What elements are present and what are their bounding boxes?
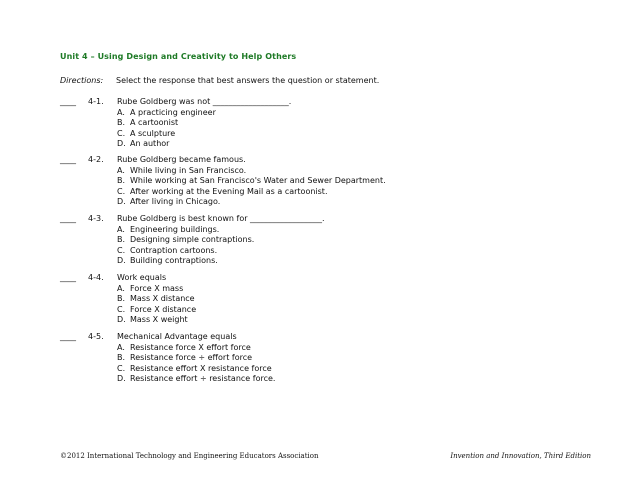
directions: [60, 76, 379, 85]
option-c: [117, 364, 275, 375]
option-c: [117, 129, 291, 140]
option-text: A practicing engineer: [130, 107, 216, 117]
answer-blank: ____: [60, 332, 76, 341]
option-letter: B.: [117, 294, 126, 303]
option-text: Mass X distance: [130, 294, 195, 303]
answer-blank: ____: [60, 97, 76, 106]
option-c: [117, 246, 325, 257]
option-text: A sculpture: [130, 128, 176, 138]
option-letter: D.: [117, 197, 126, 206]
page-title: Unit 4 – Using Design and Creativity to Help Others: [60, 52, 297, 61]
option-c: [117, 305, 196, 316]
option-d: [117, 256, 325, 267]
option-letter: C.: [117, 304, 126, 314]
question-text: Work equals: [117, 273, 167, 282]
option-letter: A.: [117, 165, 125, 175]
option-letter: B.: [117, 235, 126, 244]
option-letter: D.: [117, 256, 126, 265]
question-number: 4-5.: [88, 332, 104, 341]
option-text: Resistance force ÷ effort force: [130, 353, 253, 362]
option-text: While living in San Francisco.: [130, 165, 247, 175]
option-letter: C.: [117, 128, 126, 138]
directions-text: Select the response that best answers the question or statement.: [116, 76, 380, 85]
question-number: 4-2.: [88, 155, 104, 164]
footer-book-title: Invention and Innovation, Third Edition: [450, 452, 591, 460]
option-letter: B.: [117, 353, 126, 362]
option-a: [117, 284, 196, 295]
option-letter: A.: [117, 107, 125, 117]
option-a: [117, 225, 325, 236]
answer-blank: ____: [60, 214, 76, 223]
option-text: Contraption cartoons.: [130, 245, 218, 255]
option-d: [117, 139, 291, 150]
option-text: Resistance force X effort force: [130, 342, 251, 352]
option-letter: C.: [117, 363, 126, 373]
option-text: After living in Chicago.: [130, 197, 221, 206]
option-letter: A.: [117, 224, 125, 234]
option-c: [117, 187, 386, 198]
option-a: [117, 166, 386, 177]
option-text: Building contraptions.: [130, 256, 218, 265]
answer-blank: ____: [60, 155, 76, 164]
option-d: [117, 315, 196, 326]
option-d: [117, 197, 386, 208]
option-text: Force X mass: [130, 283, 184, 293]
option-text: Force X distance: [130, 304, 197, 314]
option-text: An author: [130, 139, 170, 148]
option-b: [117, 176, 386, 187]
option-letter: C.: [117, 245, 126, 255]
option-letter: B.: [117, 176, 126, 185]
question-number: 4-4.: [88, 273, 104, 282]
option-text: Engineering buildings.: [130, 224, 220, 234]
answer-blank: ____: [60, 273, 76, 282]
option-letter: D.: [117, 315, 126, 324]
question-body: [117, 273, 196, 326]
option-letter: D.: [117, 139, 126, 148]
option-b: [117, 353, 275, 364]
question-text: Rube Goldberg is best known for __________________.: [117, 214, 325, 223]
option-a: [117, 108, 291, 119]
question-number: 4-3.: [88, 214, 104, 223]
option-letter: D.: [117, 374, 126, 383]
question-body: [117, 155, 386, 208]
option-a: [117, 343, 275, 354]
question-number: 4-1.: [88, 97, 104, 106]
option-text: Resistance effort X resistance force: [130, 363, 272, 373]
option-letter: B.: [117, 118, 126, 127]
option-text: A cartoonist: [130, 118, 179, 127]
directions-label: Directions:: [60, 76, 104, 85]
option-letter: A.: [117, 283, 125, 293]
option-text: Resistance effort ÷ resistance force.: [130, 374, 276, 383]
option-text: Mass X weight: [130, 315, 188, 324]
option-b: [117, 294, 196, 305]
option-letter: C.: [117, 186, 126, 196]
option-b: [117, 235, 325, 246]
option-letter: A.: [117, 342, 125, 352]
option-text: While working at San Francisco's Water and Sewer Department.: [130, 176, 386, 185]
footer-copyright: ©2012 International Technology and Engineering Educators Association: [60, 452, 319, 460]
question-body: [117, 97, 291, 150]
question-text: Mechanical Advantage equals: [117, 332, 237, 341]
question-text: Rube Goldberg was not ___________________.: [117, 97, 292, 106]
question-body: [117, 214, 325, 267]
question-body: [117, 332, 275, 385]
option-text: Designing simple contraptions.: [130, 235, 255, 244]
option-text: After working at the Evening Mail as a cartoonist.: [130, 186, 328, 196]
option-d: [117, 374, 275, 385]
option-b: [117, 118, 291, 129]
question-text: Rube Goldberg became famous.: [117, 155, 246, 164]
